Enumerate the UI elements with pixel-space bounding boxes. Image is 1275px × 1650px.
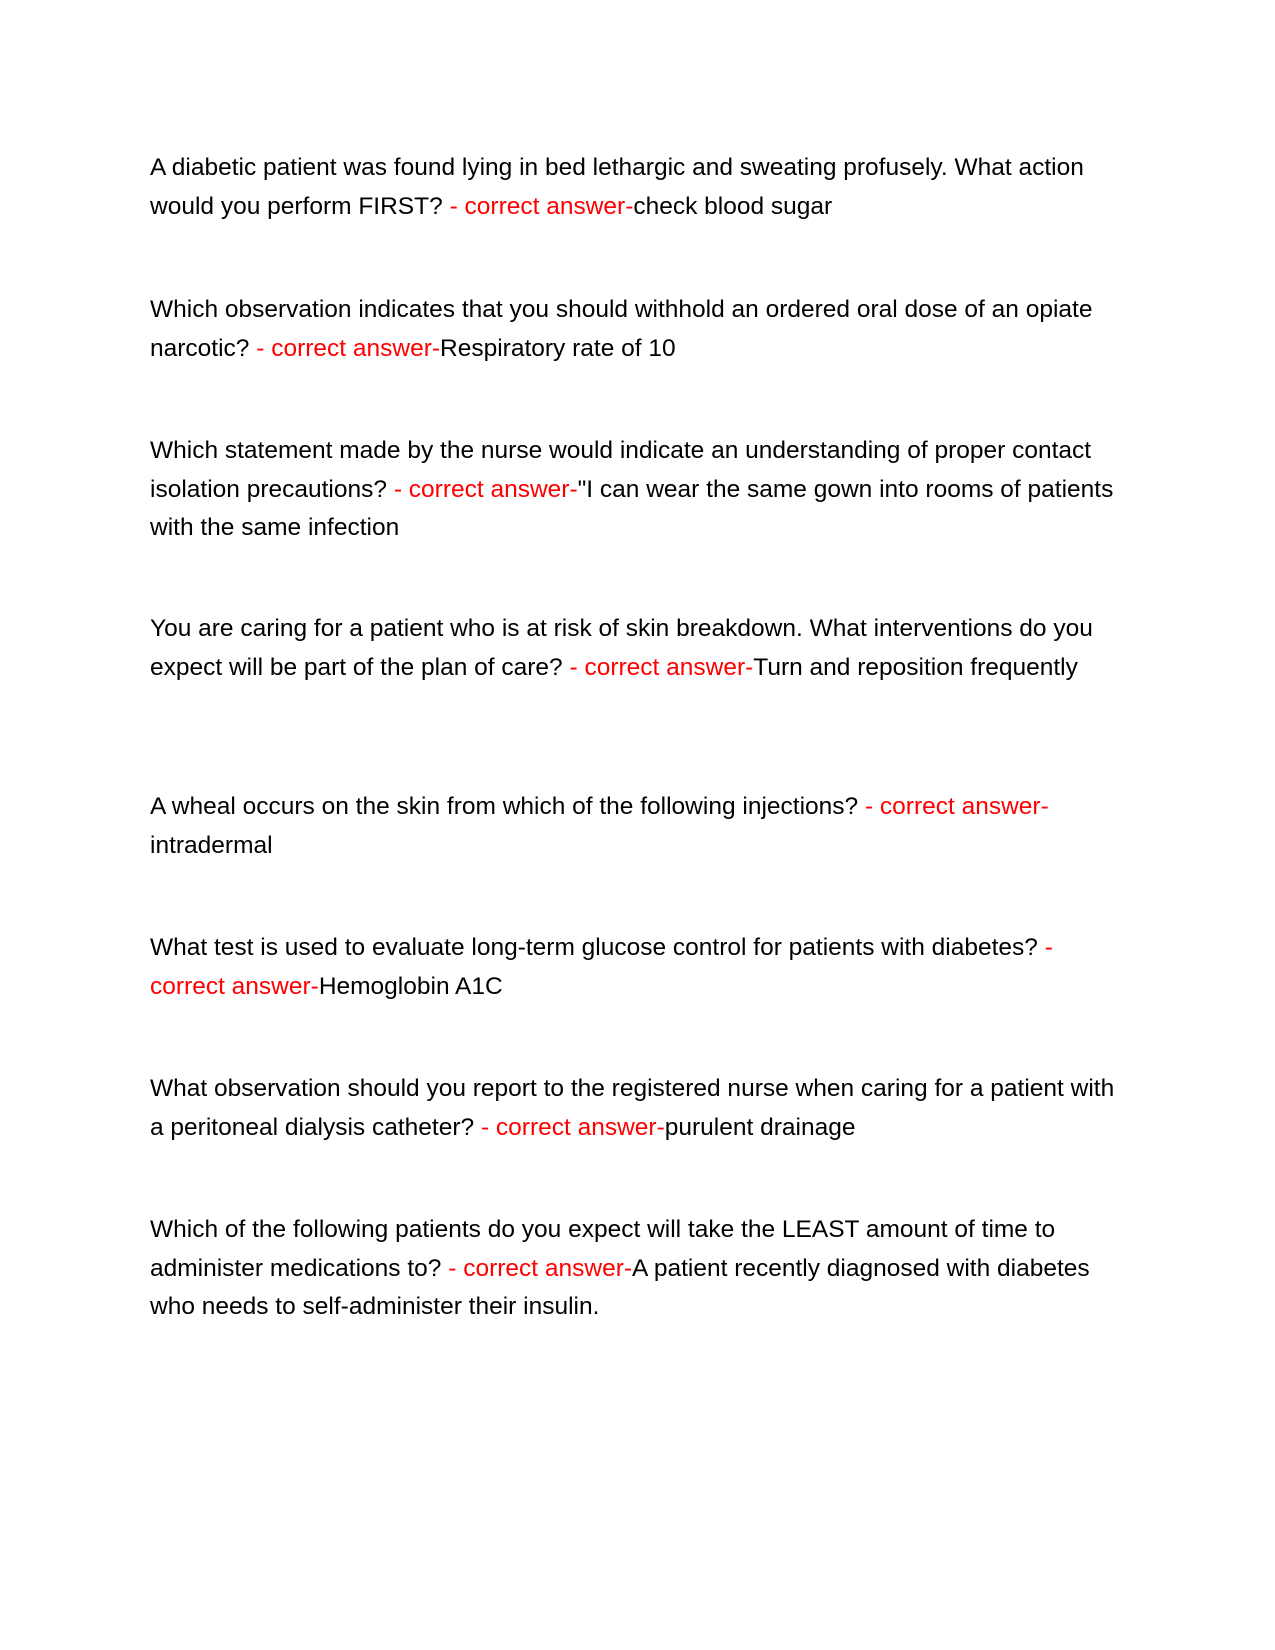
correct-answer-marker: - correct answer- bbox=[864, 793, 1049, 820]
question-text: Which of the following patients do you expect will take the LEAST amount of time to administer medications to? bbox=[150, 1216, 1056, 1282]
answer-text: Respiratory rate of 10 bbox=[440, 334, 676, 362]
answer-text: Turn and reposition frequently bbox=[753, 653, 1078, 681]
qa-item-5 bbox=[150, 788, 1130, 865]
question-text: A wheal occurs on the skin from which of the following injections? bbox=[150, 793, 859, 820]
correct-answer-marker: - correct answer- bbox=[150, 934, 1053, 1000]
qa-item-3 bbox=[150, 432, 1130, 548]
question-text: Which observation indicates that you should withhold an ordered oral dose of an opiate narcotic? bbox=[150, 296, 1093, 362]
answer-text: purulent drainage bbox=[664, 1113, 856, 1141]
answer-text: A patient recently diagnosed with diabetes who needs to self-administer their insulin. bbox=[150, 1254, 1090, 1320]
question-text: What observation should you report to the registered nurse when caring for a patient with a peritoneal dialysis catheter? bbox=[150, 1075, 1115, 1141]
question-text: What test is used to evaluate long-term glucose control for patients with diabetes? bbox=[150, 934, 1038, 961]
qa-item-8 bbox=[150, 1211, 1130, 1327]
correct-answer-marker: - correct answer- bbox=[569, 653, 754, 681]
qa-item-2 bbox=[150, 291, 1130, 368]
qa-item-6 bbox=[150, 929, 1130, 1006]
correct-answer-marker: - correct answer- bbox=[256, 334, 441, 362]
qa-item-7 bbox=[150, 1070, 1130, 1147]
qa-item-4 bbox=[150, 610, 1130, 687]
correct-answer-marker: - correct answer- bbox=[480, 1113, 665, 1141]
qa-item-1 bbox=[150, 149, 1130, 226]
correct-answer-marker: - correct answer- bbox=[449, 192, 634, 220]
answer-text: "I can wear the same gown into rooms of patients with the same infection bbox=[150, 475, 1114, 541]
answer-text: check blood sugar bbox=[633, 192, 833, 220]
question-text: You are caring for a patient who is at risk of skin breakdown. What interventions do you expect will be part of the plan of care? bbox=[150, 615, 1093, 681]
answer-text: intradermal bbox=[150, 831, 273, 859]
question-text: Which statement made by the nurse would indicate an understanding of proper contact isolation precautions? bbox=[150, 437, 1092, 503]
answer-text: Hemoglobin A1C bbox=[318, 972, 503, 1000]
correct-answer-marker: - correct answer- bbox=[448, 1254, 633, 1282]
correct-answer-marker: - correct answer- bbox=[393, 475, 578, 503]
question-text: A diabetic patient was found lying in bed lethargic and sweating profusely. What action would you perform FIRST? bbox=[150, 154, 1084, 220]
